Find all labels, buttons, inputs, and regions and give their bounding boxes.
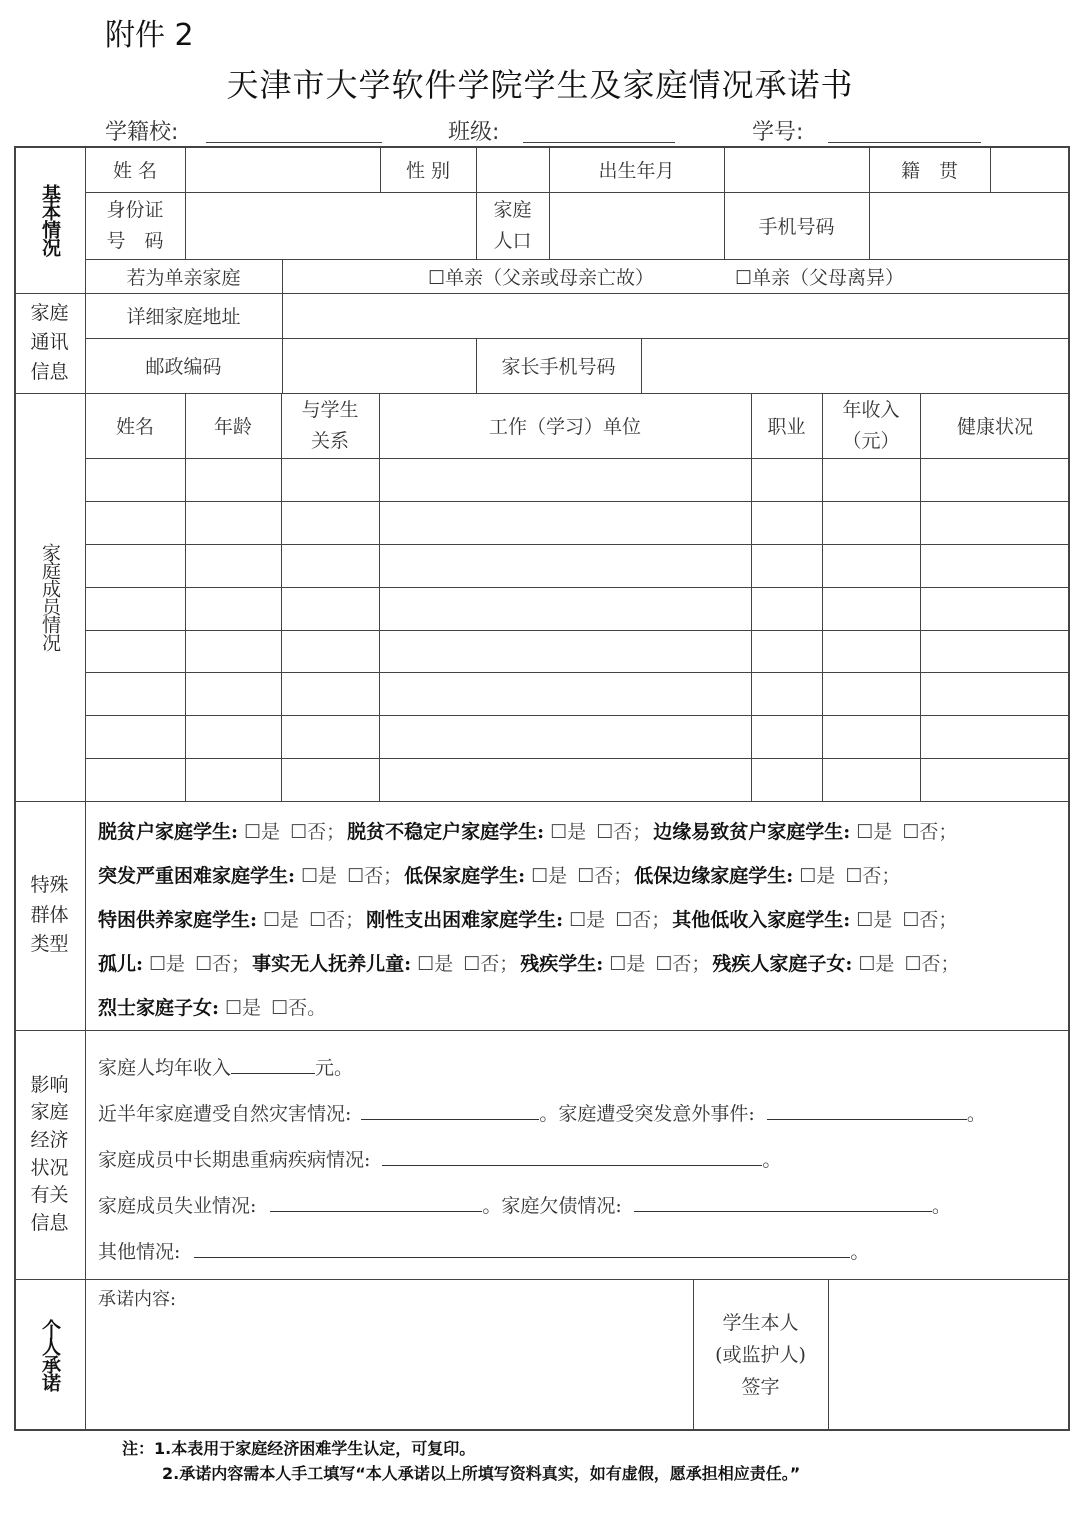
member-age-field[interactable] xyxy=(185,630,281,673)
special-group-label: 残疾人家庭子女: xyxy=(712,953,853,975)
member-income-field[interactable] xyxy=(822,758,920,801)
no-checkbox[interactable]: ☐否 xyxy=(463,953,500,975)
special-group-label: 脱贫户家庭学生: xyxy=(98,821,239,843)
other-line: 其他情况: 。 xyxy=(98,1241,870,1263)
class-input[interactable] xyxy=(523,142,675,143)
separator: ； xyxy=(691,953,711,975)
special-group-line xyxy=(98,993,328,1020)
unemployment-input[interactable] xyxy=(270,1193,482,1212)
address-label: 详细家庭地址 xyxy=(126,306,241,328)
separator: ； xyxy=(938,909,958,931)
member-age-field[interactable] xyxy=(185,458,281,501)
member-income-field[interactable] xyxy=(822,587,920,630)
member-work-field[interactable] xyxy=(379,630,751,673)
yes-checkbox[interactable]: ☐是 xyxy=(858,953,895,975)
no-checkbox[interactable]: ☐否 xyxy=(904,953,941,975)
member-income-field[interactable] xyxy=(822,501,920,544)
member-name-field[interactable] xyxy=(85,672,185,715)
member-work-field[interactable] xyxy=(379,587,751,630)
separator: ； xyxy=(231,953,251,975)
native-label: 籍 贯 xyxy=(900,159,958,182)
column-header-relation: 与学生 关系 xyxy=(301,399,359,452)
phone-field[interactable] xyxy=(869,192,1070,259)
section-contact-info: 家庭 通讯 信息 xyxy=(30,301,69,383)
member-name-field[interactable] xyxy=(85,715,185,758)
column-header-name: 姓名 xyxy=(115,416,154,438)
yes-checkbox[interactable]: ☐是 xyxy=(550,821,587,843)
family-size-label: 家庭 人口 xyxy=(493,199,532,252)
disaster-line: 近半年家庭遭受自然灾害情况: 。家庭遭受突发意外事件: 。 xyxy=(98,1103,986,1125)
special-group-label: 事实无人抚养儿童: xyxy=(252,953,412,975)
yes-checkbox[interactable]: ☐是 xyxy=(301,865,338,887)
member-age-field[interactable] xyxy=(185,501,281,544)
column-header-work: 工作（学习）单位 xyxy=(488,416,641,438)
special-group-label: 烈士家庭子女: xyxy=(98,997,220,1019)
separator: ； xyxy=(881,865,901,887)
yes-checkbox[interactable]: ☐是 xyxy=(609,953,646,975)
member-income-field[interactable] xyxy=(822,630,920,673)
disaster-input[interactable] xyxy=(361,1101,539,1120)
no-checkbox[interactable]: ☐否 xyxy=(195,953,232,975)
member-income-field[interactable] xyxy=(822,672,920,715)
signature-field[interactable] xyxy=(828,1279,1070,1431)
special-group-line xyxy=(98,949,962,976)
unemployment-line: 家庭成员失业情况: 。家庭欠债情况: 。 xyxy=(98,1195,951,1217)
birth-field[interactable] xyxy=(724,146,869,192)
member-work-field[interactable] xyxy=(379,672,751,715)
yes-checkbox[interactable]: ☐是 xyxy=(149,953,186,975)
special-group-label: 低保边缘家庭学生: xyxy=(634,865,794,887)
no-checkbox[interactable]: ☐否 xyxy=(290,821,327,843)
member-job-field[interactable] xyxy=(751,501,822,544)
member-relation-field[interactable] xyxy=(281,458,379,501)
special-group-label: 突发严重困难家庭学生: xyxy=(98,865,296,887)
yes-checkbox[interactable]: ☐是 xyxy=(569,909,606,931)
attachment-label: 附件 2 xyxy=(105,18,194,53)
member-relation-field[interactable] xyxy=(281,672,379,715)
member-health-field[interactable] xyxy=(920,458,1070,501)
single-parent-deceased-checkbox[interactable]: ☐单亲（父亲或母亲亡故） xyxy=(428,266,655,289)
class-label: 班级: xyxy=(448,120,500,145)
member-work-field[interactable] xyxy=(379,501,751,544)
special-group-label: 低保家庭学生: xyxy=(404,865,526,887)
section-basic-info: 基本情况 xyxy=(38,183,61,256)
member-job-field[interactable] xyxy=(751,758,822,801)
school-input[interactable] xyxy=(206,142,382,143)
separator: ； xyxy=(632,821,652,843)
special-group-label: 特困供养家庭学生: xyxy=(98,909,258,931)
member-name-field[interactable] xyxy=(85,758,185,801)
no-checkbox[interactable]: ☐否 xyxy=(271,997,308,1019)
yes-checkbox[interactable]: ☐是 xyxy=(244,821,281,843)
member-name-field[interactable] xyxy=(85,458,185,501)
separator: ； xyxy=(383,865,403,887)
no-checkbox[interactable]: ☐否 xyxy=(902,909,939,931)
member-job-field[interactable] xyxy=(751,587,822,630)
school-label: 学籍校: xyxy=(105,120,179,145)
address-field[interactable] xyxy=(282,293,1070,338)
note-2: 2.承诺内容需本人手工填写“本人承诺以上所填写资料真实，如有虚假，愿承担相应责任。” xyxy=(162,1464,801,1483)
other-input[interactable] xyxy=(194,1239,850,1258)
column-header-income: 年收入 （元） xyxy=(842,399,900,452)
section-personal-promise: 个人承诺 xyxy=(38,1319,61,1391)
native-field[interactable] xyxy=(990,146,1070,192)
member-health-field[interactable] xyxy=(920,672,1070,715)
member-job-field[interactable] xyxy=(751,458,822,501)
yes-checkbox[interactable]: ☐是 xyxy=(531,865,568,887)
special-group-label: 刚性支出困难家庭学生: xyxy=(366,909,564,931)
section-special-groups: 特殊 群体 类型 xyxy=(30,874,69,956)
section-family-members: 家庭成员情况 xyxy=(38,543,61,651)
member-work-field[interactable] xyxy=(379,544,751,587)
member-health-field[interactable] xyxy=(920,715,1070,758)
debt-input[interactable] xyxy=(634,1193,932,1212)
student-id-label: 学号: xyxy=(752,120,804,145)
member-name-field[interactable] xyxy=(85,587,185,630)
divider xyxy=(14,801,1070,802)
special-group-label: 边缘易致贫户家庭学生: xyxy=(653,821,851,843)
single-parent-label: 若为单亲家庭 xyxy=(126,266,241,289)
separator: ； xyxy=(345,909,365,931)
member-health-field[interactable] xyxy=(920,544,1070,587)
yes-checkbox[interactable]: ☐是 xyxy=(417,953,454,975)
note-1: 注：1.本表用于家庭经济困难学生认定，可复印。 xyxy=(122,1439,476,1458)
single-parent-divorced-checkbox[interactable]: ☐单亲（父母离异） xyxy=(735,266,905,289)
member-age-field[interactable] xyxy=(185,758,281,801)
no-checkbox[interactable]: ☐否 xyxy=(902,821,939,843)
member-income-field[interactable] xyxy=(822,715,920,758)
no-checkbox[interactable]: ☐否 xyxy=(845,865,882,887)
member-work-field[interactable] xyxy=(379,758,751,801)
member-age-field[interactable] xyxy=(185,715,281,758)
postcode-label: 邮政编码 xyxy=(145,356,222,378)
promise-content-label: 承诺内容: xyxy=(98,1289,177,1310)
member-work-field[interactable] xyxy=(379,458,751,501)
member-relation-field[interactable] xyxy=(281,758,379,801)
separator: ； xyxy=(651,909,671,931)
member-relation-field[interactable] xyxy=(281,715,379,758)
separator: ； xyxy=(499,953,519,975)
parent-phone-label: 家长手机号码 xyxy=(501,356,616,378)
column-header-age: 年龄 xyxy=(213,416,252,438)
member-name-field[interactable] xyxy=(85,544,185,587)
column-header-health: 健康状况 xyxy=(956,416,1033,438)
column-header-job: 职业 xyxy=(767,416,806,438)
member-name-field[interactable] xyxy=(85,501,185,544)
member-relation-field[interactable] xyxy=(281,587,379,630)
member-age-field[interactable] xyxy=(185,544,281,587)
income-input[interactable] xyxy=(231,1055,315,1074)
member-age-field[interactable] xyxy=(185,587,281,630)
member-health-field[interactable] xyxy=(920,587,1070,630)
postcode-field[interactable] xyxy=(282,338,476,393)
special-group-label: 其他低收入家庭学生: xyxy=(672,909,851,931)
member-job-field[interactable] xyxy=(751,544,822,587)
document-title: 天津市大学软件学院学生及家庭情况承诺书 xyxy=(226,66,854,104)
special-group-line xyxy=(98,861,902,888)
income-line: 家庭人均年收入 元。 xyxy=(98,1057,354,1079)
member-work-field[interactable] xyxy=(379,715,751,758)
name-field[interactable] xyxy=(185,146,380,192)
family-size-field[interactable] xyxy=(549,192,724,259)
special-group-label: 残疾学生: xyxy=(520,953,604,975)
promise-content-field[interactable] xyxy=(86,1310,692,1430)
separator: 。 xyxy=(307,997,327,1019)
member-relation-field[interactable] xyxy=(281,501,379,544)
birth-label: 出生年月 xyxy=(598,159,675,182)
member-age-field[interactable] xyxy=(185,672,281,715)
no-checkbox[interactable]: ☐否 xyxy=(615,909,652,931)
no-checkbox[interactable]: ☐否 xyxy=(577,865,614,887)
member-income-field[interactable] xyxy=(822,458,920,501)
phone-label: 手机号码 xyxy=(758,216,835,238)
parent-phone-field[interactable] xyxy=(641,338,1070,393)
yes-checkbox[interactable]: ☐是 xyxy=(263,909,300,931)
separator: ； xyxy=(940,953,960,975)
accident-input[interactable] xyxy=(767,1101,967,1120)
no-checkbox[interactable]: ☐否 xyxy=(347,865,384,887)
special-group-line xyxy=(98,905,959,932)
yes-checkbox[interactable]: ☐是 xyxy=(799,865,836,887)
signature-label: 学生本人 (或监护人) 签字 xyxy=(715,1311,806,1399)
member-name-field[interactable] xyxy=(85,630,185,673)
yes-checkbox[interactable]: ☐是 xyxy=(856,909,893,931)
separator: ； xyxy=(938,821,958,843)
member-health-field[interactable] xyxy=(920,630,1070,673)
member-job-field[interactable] xyxy=(751,715,822,758)
illness-input[interactable] xyxy=(382,1147,762,1166)
member-job-field[interactable] xyxy=(751,672,822,715)
gender-field[interactable] xyxy=(476,146,549,192)
no-checkbox[interactable]: ☐否 xyxy=(655,953,692,975)
member-relation-field[interactable] xyxy=(281,544,379,587)
section-economic-info: 影响 家庭 经济 状况 有关 信息 xyxy=(30,1073,69,1234)
id-number-label: 身份证 号 码 xyxy=(106,199,164,252)
special-group-line xyxy=(98,817,959,844)
separator: ； xyxy=(613,865,633,887)
member-income-field[interactable] xyxy=(822,544,920,587)
no-checkbox[interactable]: ☐否 xyxy=(596,821,633,843)
separator: ； xyxy=(326,821,346,843)
no-checkbox[interactable]: ☐否 xyxy=(309,909,346,931)
illness-line: 家庭成员中长期患重病疾病情况: 。 xyxy=(98,1149,782,1171)
gender-label: 性 别 xyxy=(405,159,451,182)
special-group-label: 脱贫不稳定户家庭学生: xyxy=(347,821,545,843)
id-number-field[interactable] xyxy=(185,192,476,259)
student-id-input[interactable] xyxy=(828,142,981,143)
divider xyxy=(14,1030,1070,1031)
member-job-field[interactable] xyxy=(751,630,822,673)
name-label: 姓 名 xyxy=(112,159,158,182)
yes-checkbox[interactable]: ☐是 xyxy=(225,997,262,1019)
member-health-field[interactable] xyxy=(920,501,1070,544)
special-group-label: 孤儿: xyxy=(98,953,144,975)
yes-checkbox[interactable]: ☐是 xyxy=(856,821,893,843)
member-relation-field[interactable] xyxy=(281,630,379,673)
member-health-field[interactable] xyxy=(920,758,1070,801)
